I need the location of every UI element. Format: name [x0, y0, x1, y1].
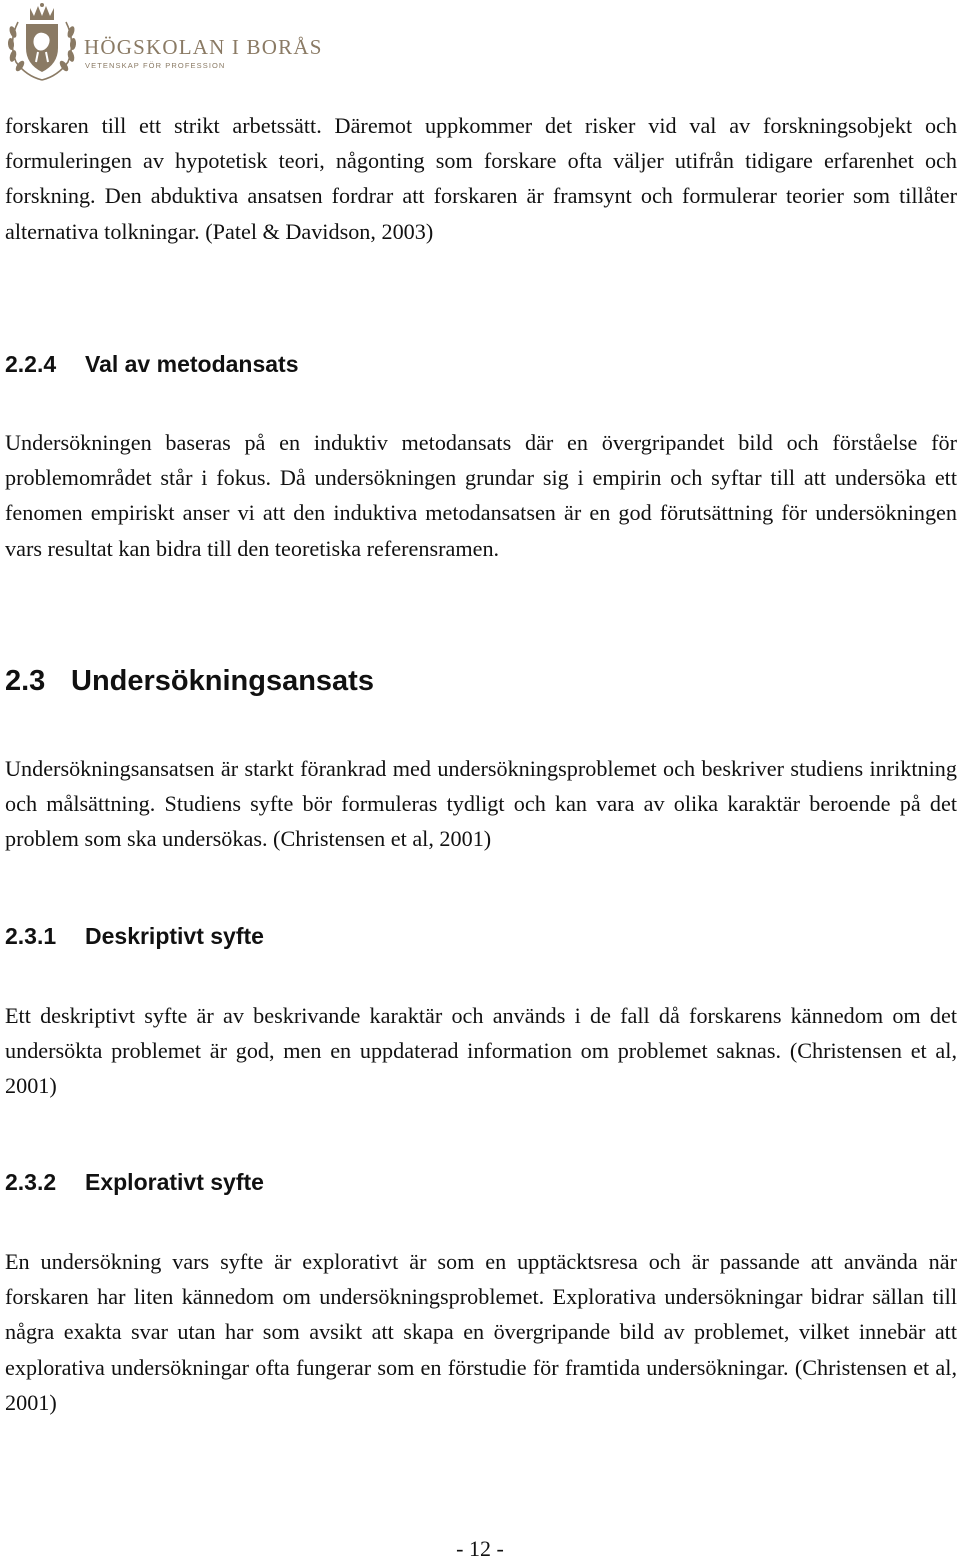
- paragraph-abduktiv: forskaren till ett strikt arbetssätt. Däremot uppkommer det risker vid val av forskningsobjekt och formuleringen av hypotetisk teori, någonting som forskare ofta väljer utifrån tidigare erfarenhet och forskning. Den abduktiva ansatsen fordrar att forskaren är framsynt och formulerar teorier som tillåter alternativa tolkningar. (Patel & Davidson, 2003): [5, 113, 957, 244]
- heading-2-3-2: [5, 1169, 264, 1196]
- heading-title: Explorativt syfte: [85, 1169, 264, 1195]
- paragraph-undersokningsansats: Undersökningsansatsen är starkt förankrad med undersökningsproblemet och beskriver studiens inriktning och målsättning. Studiens syfte bör formuleras tydligt och kan vara av olika karaktär beroende på det problem som ska undersökas. (Christensen et al, 2001): [5, 756, 957, 852]
- page-number: - 12 -: [456, 1536, 504, 1561]
- heading-number: 2.3.1: [5, 923, 57, 949]
- logo-name: HÖGSKOLAN I BORÅS: [84, 35, 323, 59]
- logo-tagline: VETENSKAP FÖR PROFESSION: [85, 61, 226, 70]
- heading-2-3: [5, 665, 374, 698]
- paragraph-metodansats: Undersökningen baseras på en induktiv metodansats där en övergripandet bild och förståelse för problemområdet står i fokus. Då undersökningen grundar sig i empirin och syftar till att undersöka ett fenomen empiriskt anser vi att den induktiva metodansatsen är en god förutsättning för undersökningen vars resultat kan bidra till den teoretiska referensramen.: [5, 430, 957, 561]
- heading-number: 2.2.4: [5, 351, 57, 377]
- heading-number: 2.3.2: [5, 1169, 57, 1195]
- heading-title: Deskriptivt syfte: [85, 923, 264, 949]
- crest-icon: [4, 2, 80, 82]
- heading-title: Val av metodansats: [85, 351, 299, 377]
- university-logo: [4, 2, 324, 82]
- paragraph-explorativt: En undersökning vars syfte är explorativt är som en upptäcktsresa och är passande att använda när forskaren har liten kännedom om undersökningsproblemet. Explorativa undersökningar bidrar sällan till några exakta svar utan har som avsikt att skapa en övergripande bild av problemet, vilket innebär att explorativa undersökningar ofta fungerar som en förstudie för framtida undersökningar. (Christensen et al, 2001): [5, 1249, 957, 1415]
- heading-2-3-1: [5, 923, 264, 950]
- paragraph-deskriptivt: Ett deskriptivt syfte är av beskrivande karaktär och används i de fall då forskarens kännedom om det undersökta problemet är god, men en uppdaterad information om problemet saknas. (Christensen et al, 2001): [5, 1003, 957, 1099]
- heading-title: Undersökningsansats: [71, 665, 374, 697]
- heading-number: 2.3: [5, 665, 46, 697]
- heading-2-2-4: [5, 351, 299, 378]
